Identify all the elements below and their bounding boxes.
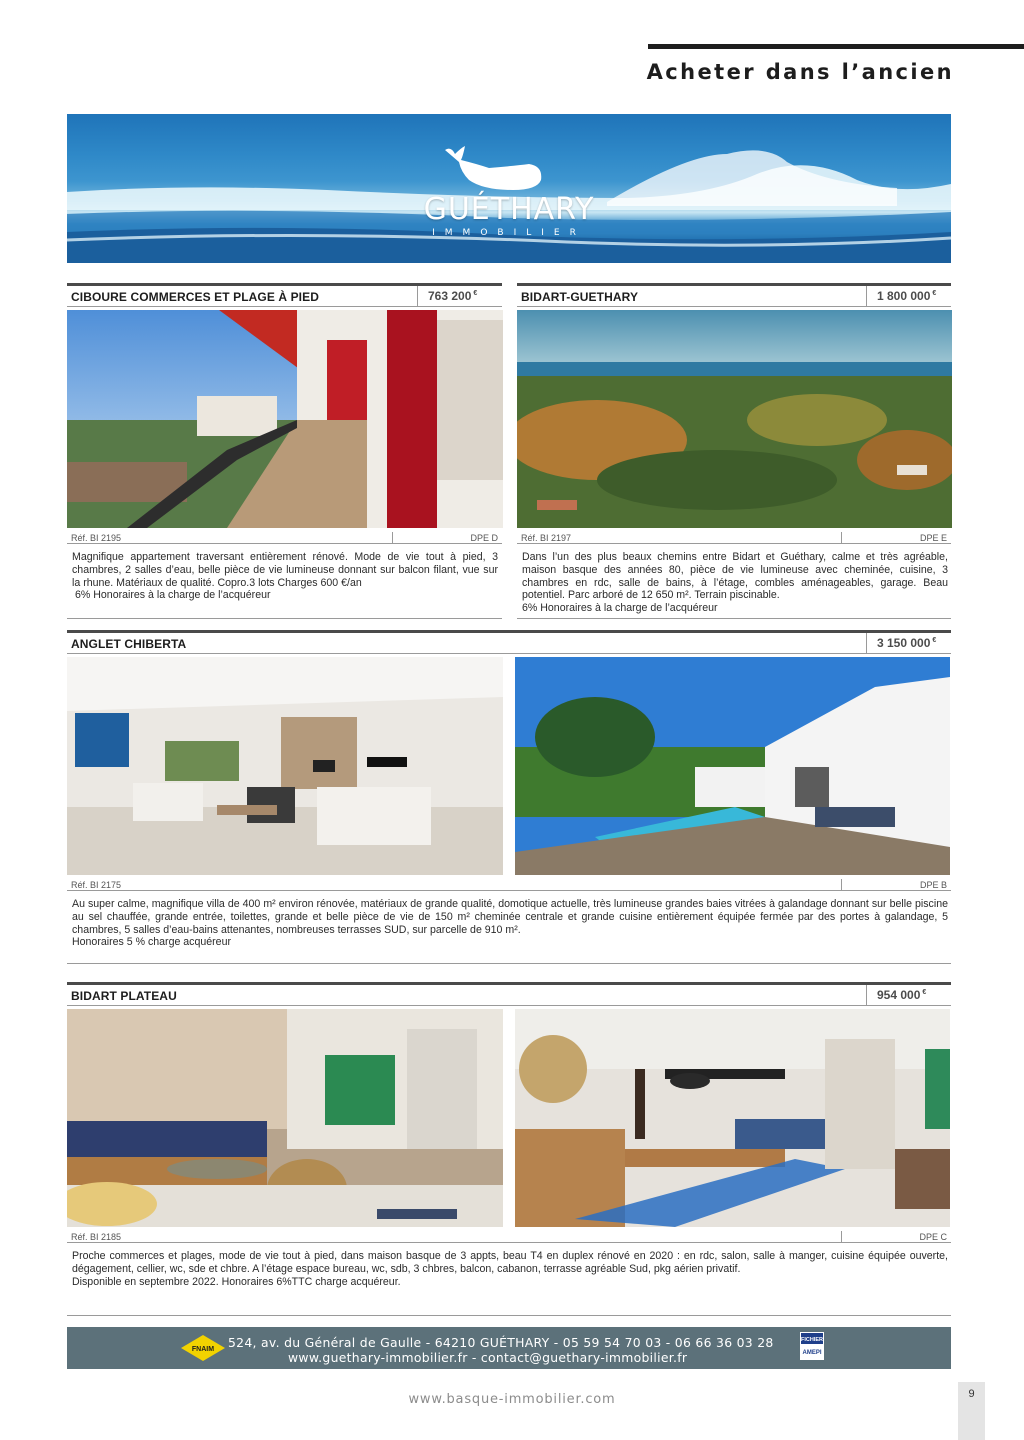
listing-price: 954 000 € [866, 985, 951, 1005]
amepi-logo-icon [800, 1332, 824, 1360]
listing-dpe: DPE D [392, 532, 502, 544]
listing-dpe: DPE C [841, 1231, 951, 1243]
listing-description: Proche commerces et plages, mode de vie tout à pied, dans maison basque de 3 appts, beau T4 en duplex rénové en 2020 : en rdc, salon, salle à manger, cuisine équipée ouverte, dégagement, cellier, wc, sde et chbre. A l’étage espace bureau, wc, sdb, 3 chbres, balcon, cabanon, terrasse agréable Sud, pkg aérien privatif. Disponible en septembre 2022. Honoraires 6%TTC charge acquéreur. [72, 1250, 948, 1288]
listing-ref-row [67, 532, 502, 544]
listing-description: Magnifique appartement traversant entièrement rénové. Mode de vie tout à pied, 3 chambres, 2 salles d’eau, belle pièce de vie lumineuse donnant sur balcon filant, vue sur la rhune. Matériaux de qualité. Copro.3 lots Charges 600 €/an 6% Honoraires à la charge de l’acquéreur [72, 551, 498, 602]
listing-ref: Réf. BI 2175 [71, 880, 122, 890]
listing-divider [67, 963, 951, 964]
page-number: 9 [968, 1388, 975, 1400]
svg-text:FICHIER: FICHIER [801, 1337, 823, 1343]
listing-divider [517, 618, 951, 619]
agency-banner [67, 114, 951, 263]
listing-dpe: DPE E [841, 532, 951, 544]
svg-text:AMEPI: AMEPI [802, 1350, 822, 1356]
listing-header [517, 283, 951, 307]
listing-price: 763 200 € [417, 286, 502, 306]
listing-header [67, 283, 502, 307]
listing-photo-pool [515, 657, 950, 875]
fnaim-logo-icon [181, 1335, 225, 1361]
listing-divider [67, 1315, 951, 1316]
listing-price: 3 150 000 € [866, 633, 951, 653]
website-link[interactable]: www.basque-immobilier.com [408, 1392, 616, 1407]
listing-photo-living-room [67, 657, 503, 875]
listing-price: 1 800 000 € [866, 286, 951, 306]
listing-description: Dans l’un des plus beaux chemins entre Bidart et Guéthary, calme et très agréable, maison basque des années 80, pièce de vie lumineuse avec cheminée, cuisine, 3 chambres en rdc, salle de bains, à l’étage, combles aménageables, garage. Beau potentiel. Parc arboré de 12 650 m². Terrain piscinable. 6% Honoraires à la charge de l’acquéreur [522, 551, 948, 615]
listing-header [67, 630, 951, 654]
listing-photo-balcony [67, 310, 503, 528]
listing-ref-row [67, 1231, 951, 1243]
whale-logo-icon [443, 144, 543, 194]
listing-title: BIDART-GUETHARY [521, 290, 639, 304]
header-rule [648, 44, 1024, 49]
agency-logo-subtitle: IMMOBILIER [432, 228, 586, 238]
listing-description: Au super calme, magnifique villa de 400 m² environ rénovée, matériaux de grande qualité, domotique actuelle, très lumineuse grandes baies vitrées à galandage donnant sur belle piscine au sel chauffée, grande entrée, toilettes, grande et belle pièce de vie de 150 m² cheminée centrale et grande cuisine entièrement équipée fermée par des portes à galandage, 5 chambres, 5 salles d’eau-bains attenantes, nombreuses terrasses SUD, sur parcelle de 910 m². Honoraires 5 % charge acquéreur [72, 898, 948, 949]
listing-ref: Réf. BI 2185 [71, 1232, 122, 1242]
listing-dpe: DPE B [841, 879, 951, 891]
listing-header [67, 982, 951, 1006]
listing-photo-dining [515, 1009, 950, 1227]
listing-title: BIDART PLATEAU [71, 989, 177, 1003]
listing-ref-row [517, 532, 951, 544]
listing-ref: Réf. BI 2195 [71, 533, 122, 543]
listing-photo-aerial [517, 310, 952, 528]
agency-address: 524, av. du Général de Gaulle - 64210 GUÉTHARY - 05 59 54 70 03 - 06 66 36 03 28 [228, 1335, 774, 1350]
listing-divider [67, 618, 502, 619]
svg-text:FNAIM: FNAIM [191, 1346, 215, 1353]
listing-photo-lounge [67, 1009, 503, 1227]
listing-ref-row [67, 879, 951, 891]
listing-title: ANGLET CHIBERTA [71, 637, 187, 651]
agency-logo-name: GUÉTHARY [423, 192, 595, 227]
page-title: Acheter dans l’ancien [646, 60, 954, 84]
agency-web-contact[interactable]: www.guethary-immobilier.fr - contact@guethary-immobilier.fr [288, 1350, 688, 1365]
listing-title: CIBOURE COMMERCES ET PLAGE À PIED [71, 290, 319, 304]
listing-ref: Réf. BI 2197 [521, 533, 572, 543]
